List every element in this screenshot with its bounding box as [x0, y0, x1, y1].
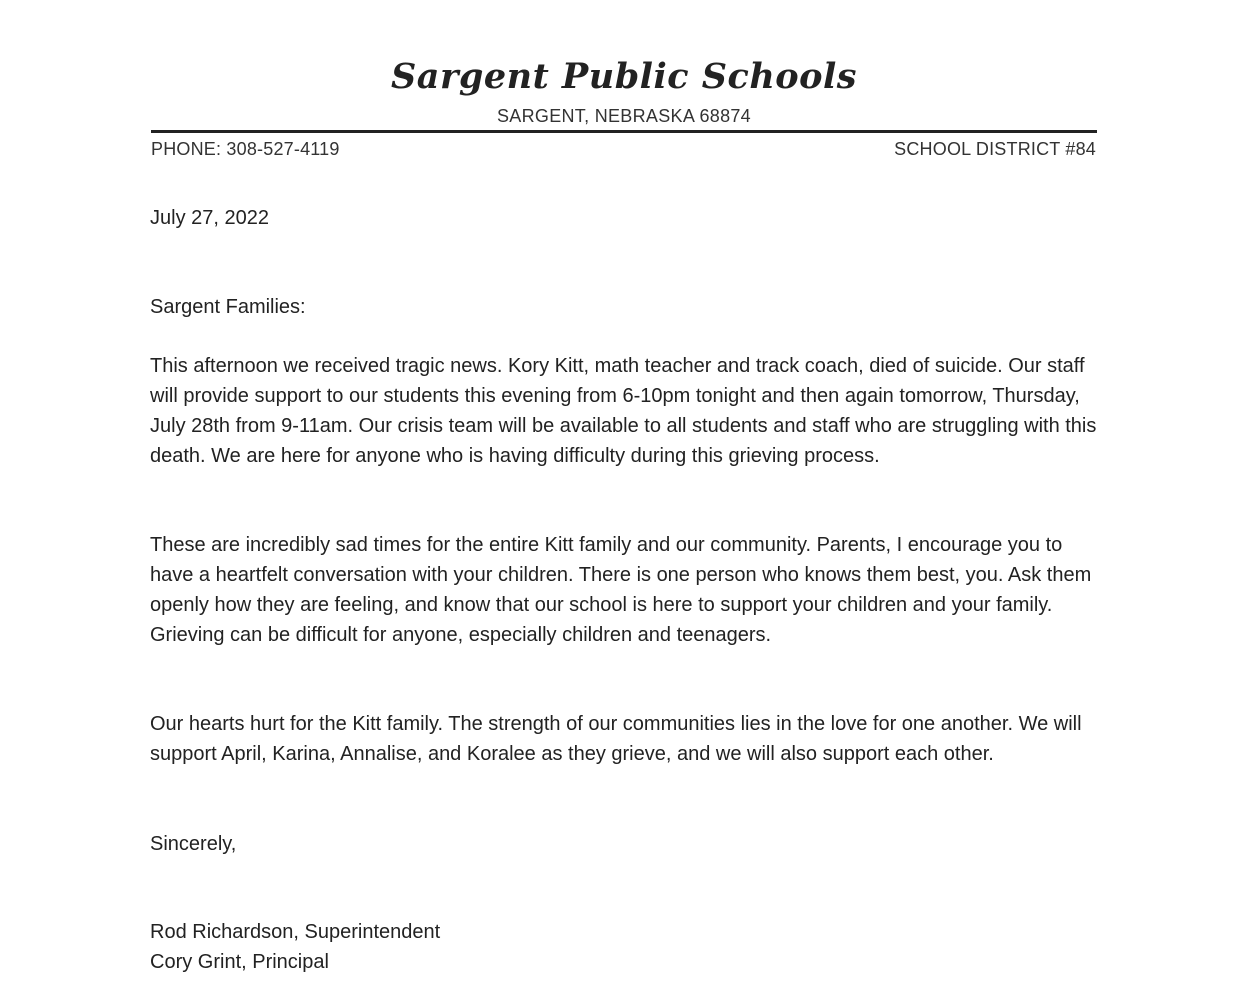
letterhead-district: SCHOOL DISTRICT #84 [894, 139, 1096, 159]
letter-greeting: Sargent Families: [150, 296, 306, 318]
letterhead-address: SARGENT, NEBRASKA 68874 [496, 106, 751, 126]
letterhead-title: Sargent Public Schools [391, 56, 857, 97]
letter-date: July 27, 2022 [150, 207, 269, 229]
signature-principal: Cory Grint, Principal [150, 951, 329, 973]
letter-closing: Sincerely, [150, 833, 237, 855]
letterhead-rule [151, 130, 1097, 133]
letter-paragraph: These are incredibly sad times for the entire Kitt family and our community. Parents, I encourage you to have a heartfelt conversation with your children. There is one person who knows them best, you. Ask them openly how they are feeling, and know that our school is here to support your children and your family. Grieving can be difficult for anyone, especially children and teenagers. [150, 534, 1092, 646]
letter-paragraph: This afternoon we received tragic news. Kory Kitt, math teacher and track coach, died of suicide. Our staff will provide support to our students this evening from 6-10pm tonight and then again tomorrow, Thursday, July 28th from 9-11am. Our crisis team will be available to all students and staff who are struggling with this death. We are here for anyone who is having difficulty during this grieving process. [150, 355, 1097, 467]
letterhead-phone: PHONE: 308-527-4119 [151, 139, 340, 159]
letter-paragraph: Our hearts hurt for the Kitt family. The strength of our communities lies in the love for one another. We will support April, Karina, Annalise, and Koralee as they grieve, and we will also support each other. [150, 713, 1082, 765]
signature-superintendent: Rod Richardson, Superintendent [150, 921, 441, 943]
